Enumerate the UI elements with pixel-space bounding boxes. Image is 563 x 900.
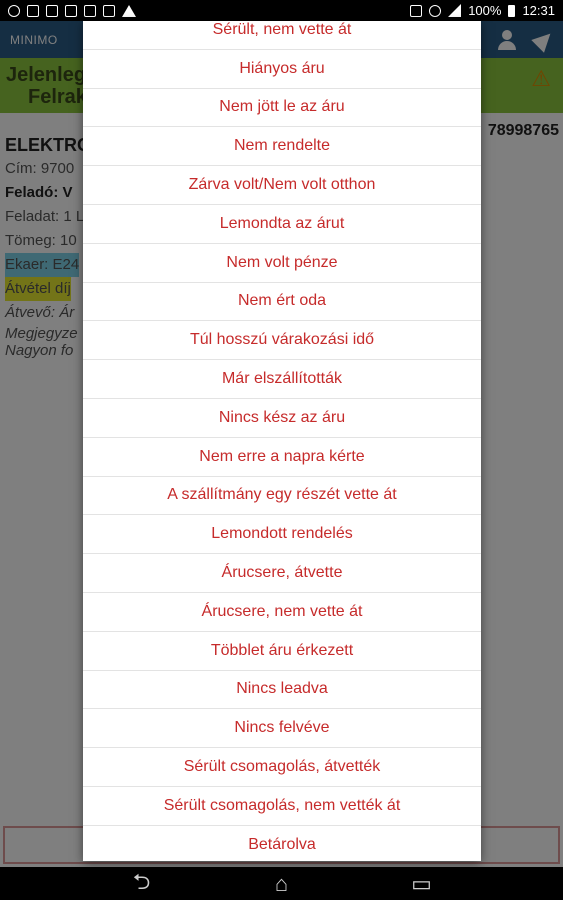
settings-icon	[103, 5, 115, 17]
reason-item[interactable]: Nem volt pénze	[83, 244, 481, 283]
battery-percent: 100%	[468, 3, 502, 18]
status-bar	[0, 0, 563, 21]
recents-icon[interactable]: ▭	[411, 870, 432, 896]
reason-item[interactable]: Nincs leadva	[83, 671, 481, 710]
reason-item[interactable]: Sérült, nem vette át	[83, 21, 481, 50]
reason-item[interactable]: Betárolva	[83, 826, 481, 861]
reason-list	[83, 21, 481, 861]
reason-item[interactable]: A szállítmány egy részét vette át	[83, 477, 481, 516]
reason-item[interactable]: Árucsere, átvette	[83, 554, 481, 593]
reason-item[interactable]: Nem rendelte	[83, 127, 481, 166]
app-icon	[84, 5, 96, 17]
nfc-icon	[410, 5, 422, 17]
reason-item[interactable]: Sérült csomagolás, nem vették át	[83, 787, 481, 826]
reason-item[interactable]: Nem erre a napra kérte	[83, 438, 481, 477]
signal-icon	[448, 4, 461, 17]
reason-item[interactable]: Nem ért oda	[83, 283, 481, 322]
notification-icons	[8, 5, 136, 17]
notification-icon	[46, 5, 58, 17]
system-nav-bar	[0, 867, 563, 900]
app-notification-icon	[8, 5, 20, 17]
reason-item[interactable]: Lemondott rendelés	[83, 515, 481, 554]
reason-item[interactable]: Nincs felvéve	[83, 709, 481, 748]
reason-item[interactable]: Árucsere, nem vette át	[83, 593, 481, 632]
reason-item[interactable]: Nem jött le az áru	[83, 89, 481, 128]
reason-item[interactable]: Zárva volt/Nem volt otthon	[83, 166, 481, 205]
reason-list-dialog	[83, 21, 481, 861]
image-icon	[65, 5, 77, 17]
clock: 12:31	[522, 3, 555, 18]
reason-item[interactable]: Sérült csomagolás, átvették	[83, 748, 481, 787]
system-icons	[410, 3, 555, 18]
warning-icon	[122, 5, 136, 17]
wifi-icon	[429, 5, 441, 17]
back-icon[interactable]: ⮌	[132, 868, 151, 894]
reason-item[interactable]: Többlet áru érkezett	[83, 632, 481, 671]
reason-item[interactable]: Túl hosszú várakozási idő	[83, 321, 481, 360]
reason-item[interactable]: Hiányos áru	[83, 50, 481, 89]
reason-item[interactable]: Lemondta az árut	[83, 205, 481, 244]
battery-icon	[508, 5, 515, 17]
usb-icon	[27, 5, 39, 17]
home-icon[interactable]: ⌂	[274, 870, 289, 896]
reason-item[interactable]: Már elszállították	[83, 360, 481, 399]
reason-item[interactable]: Nincs kész az áru	[83, 399, 481, 438]
